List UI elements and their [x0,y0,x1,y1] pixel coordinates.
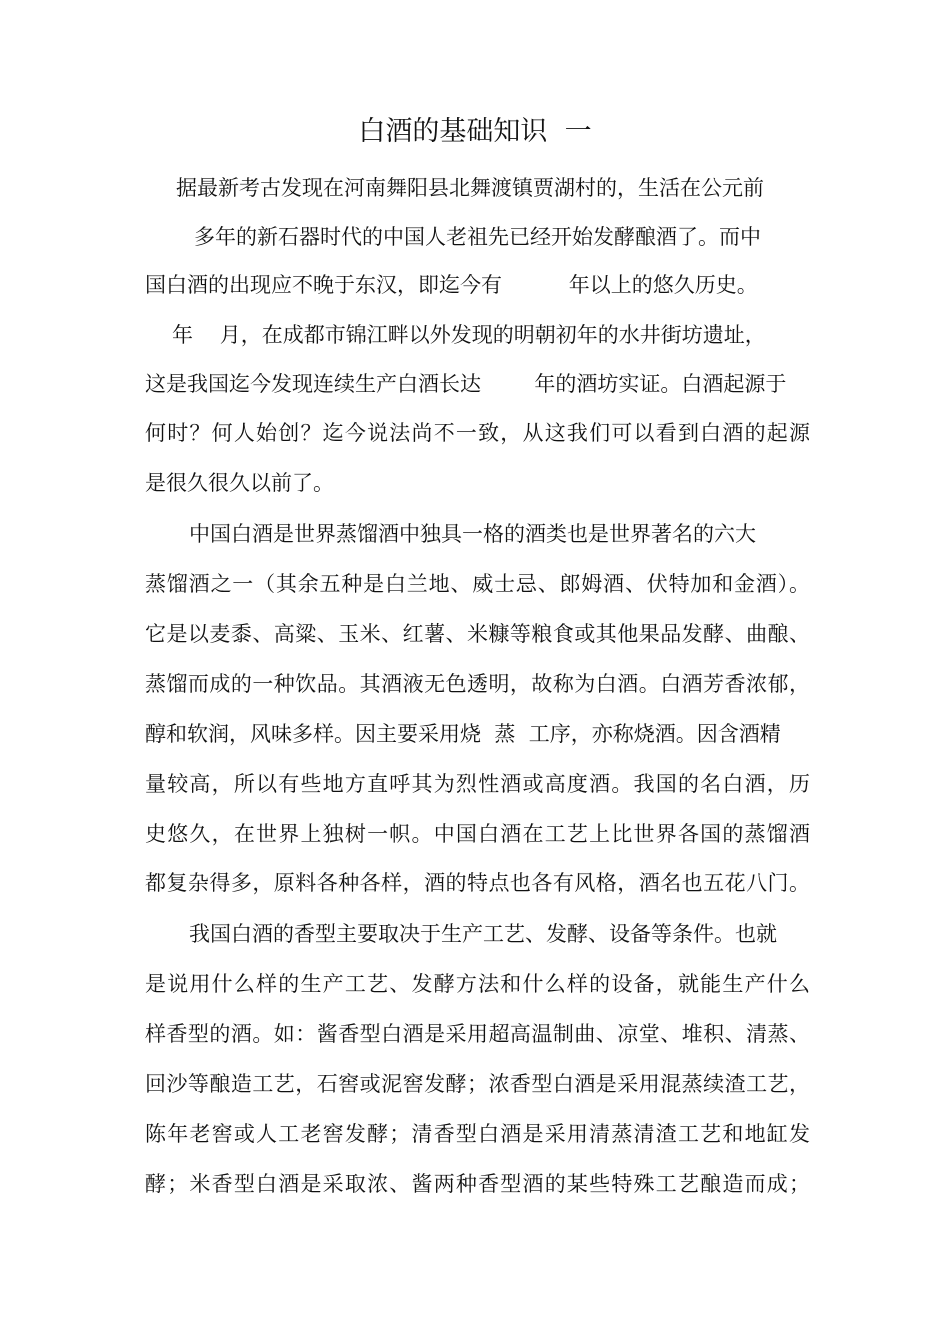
text-line-19: 回沙等酿造工艺，石窖或泥窖发酵；浓香型白酒是采用混蒸续渣工艺， [145,1072,810,1096]
text-line-13: 量较高，所以有些地方直呼其为烈性酒或高度酒。我国的名白酒，历 [145,772,810,796]
text-line-17: 是说用什么样的生产工艺、发酵方法和什么样的设备，就能生产什么 [145,972,810,996]
text-line-20: 陈年老窖或人工老窖发酵；清香型白酒是采用清蒸清渣工艺和地缸发 [145,1122,810,1146]
text-line-9: 蒸馏酒之一（其余五种是白兰地、威士忌、郎姆酒、伏特加和金酒）。 [145,572,810,596]
text-line-10: 它是以麦黍、高粱、玉米、红薯、米糠等粮食或其他果品发酵、曲酿、 [145,622,810,646]
text-line-1: 据最新考古发现在河南舞阳县北舞渡镇贾湖村的，生活在公元前 [176,176,764,200]
text-line-18: 样香型的酒。如：酱香型白酒是采用超高温制曲、凉堂、堆积、清蒸、 [145,1022,810,1046]
text-line-4: 年 月，在成都市锦江畔以外发现的明朝初年的水井街坊遗址， [172,323,766,347]
text-line-3: 国白酒的出现应不晚于东汉，即迄今有 年以上的悠久历史。 [145,273,758,297]
text-line-15: 都复杂得多，原料各种各样，酒的特点也各有风格，酒名也五花八门。 [145,871,810,895]
document-title: 白酒的基础知识 一 [358,116,592,147]
text-line-14: 史悠久，在世界上独树一帜。中国白酒在工艺上比世界各国的蒸馏酒 [145,822,810,846]
text-line-7: 是很久很久以前了。 [145,471,334,495]
text-line-8: 中国白酒是世界蒸馏酒中独具一格的酒类也是世界著名的六大 [189,522,756,546]
text-line-11: 蒸馏而成的一种饮品。其酒液无色透明，故称为白酒。白酒芳香浓郁， [145,672,810,696]
text-line-5: 这是我国迄今发现连续生产白酒长达 年的酒坊实证。白酒起源于 [145,372,787,396]
text-line-12: 醇和软润，风味多样。因主要采用烧 蒸 工序，亦称烧酒。因含酒精 [145,722,781,746]
text-line-2: 多年的新石器时代的中国人老祖先已经开始发酵酿酒了。而中 [194,225,761,249]
text-line-16: 我国白酒的香型主要取决于生产工艺、发酵、设备等条件。也就 [189,922,777,946]
text-line-21: 酵；米香型白酒是采取浓、酱两种香型酒的某些特殊工艺酿造而成； [145,1172,810,1196]
text-line-6: 何时？何人始创？迄今说法尚不一致，从这我们可以看到白酒的起源 [145,421,810,445]
